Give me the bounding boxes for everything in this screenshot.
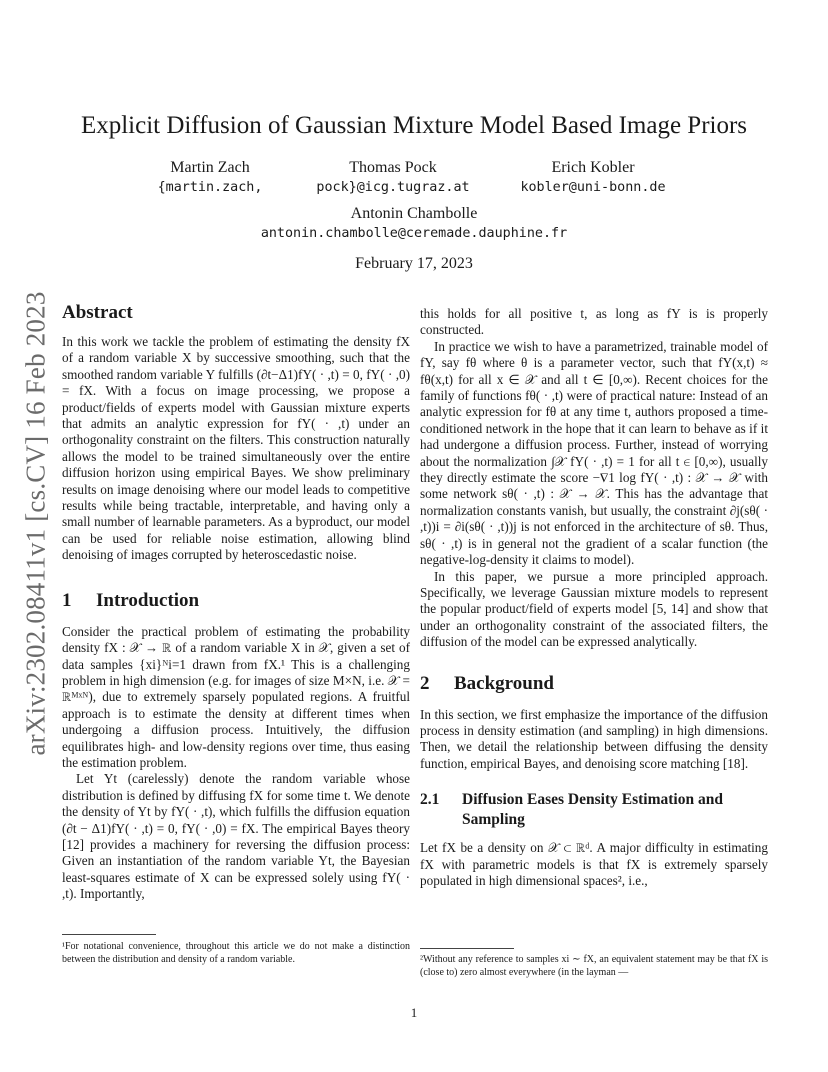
author-name: Erich Kobler [551, 159, 635, 176]
background-paragraph: In this section, we first emphasize the importance of the diffusion process in density estimation (and sampling) in high dimensions. Then, we detail the relationship between diffusing the density function, empirical Bayes, and denoising score matching [18]. [420, 706, 768, 771]
subsection-paragraph: Let fX be a density on 𝒳 ⊂ ℝᵈ. A major difficulty in estimating fX with parametric models is that fX is extremely sparsely populated in high dimensional spaces², i.e., [420, 840, 768, 888]
paper-title: Explicit Diffusion of Gaussian Mixture Model Based Image Priors [80, 112, 748, 139]
author-name: Antonin Chambolle [350, 205, 478, 222]
arxiv-identifier [18, 288, 54, 758]
author-email: pock}@icg.tugraz.at [316, 180, 470, 195]
intro-paragraph: Consider the practical problem of estimating the probability density fX : 𝒳 → ℝ of a random variable X in 𝒳, given a set of data samples {xi}ᴺi=1 drawn from fX.¹ This is a challenging problem in high dimension (e.g. for images of size M×N, i.e. 𝒳 = ℝᴹˣᴺ), due to extremely sparsely populated regions. A fruitful approach is to estimate the density at different times when undergoing a diffusion process. Intuitively, the diffusion equilibrates high- and low-density regions over time, thus easing the estimation problem. [62, 623, 410, 770]
section-heading-background [420, 673, 768, 695]
abstract-heading: Abstract [62, 302, 133, 323]
author-email: {martin.zach, [157, 180, 263, 195]
author-block-4 [214, 204, 614, 244]
author-name: Thomas Pock [349, 159, 437, 176]
arxiv-identifier-text: arXiv:2302.08411v1 [cs.CV] 16 Feb 2023 [20, 290, 51, 756]
page-number: 1 [410, 1005, 418, 1020]
author-email: antonin.chambolle@ceremade.dauphine.fr [260, 226, 568, 241]
section-number: 2 [420, 672, 430, 694]
author-name: Martin Zach [170, 159, 250, 176]
paper-date: February 17, 2023 [355, 255, 473, 272]
subsection-heading [420, 790, 768, 830]
author-block-3 [508, 158, 678, 198]
section-title: Background [454, 672, 554, 694]
footnote-2: ²Without any reference to samples xi ∼ fX, an equivalent statement may be that fX is (close to) zero almost everywhere (in the layman — [420, 954, 768, 978]
right-column [420, 306, 768, 889]
author-block-2 [298, 158, 488, 198]
body-paragraph: In this paper, we pursue a more principled approach. Specifically, we leverage Gaussian mixture models to represent the popular product/field of experts model [5, 14] and show that under an orthogonality constraint of the associated filters, the diffusion of the model can be expressed analytically. [420, 568, 768, 650]
left-column [62, 302, 410, 903]
intro-paragraph: Let Yt (carelessly) denote the random variable whose distribution is defined by diffusing fX for some time t. We denote the density of Yt by fY( · ,t), which fulfills the diffusion equation (∂t − Δ1)fY( · ,t) = 0, fY( · ,0) = fX. The empirical Bayes theory [12] provides a machinery for reversing the diffusion process: Given an instantiation of the random variable Yt, the Bayesian least-squares estimate of X can be expressed solely using fY( · ,t). Importantly, [62, 771, 410, 902]
author-block-1 [140, 158, 280, 198]
abstract-text: In this work we tackle the problem of estimating the density fX of a random variable X by successive smoothing, such that the smoothed random variable Y fulfills (∂t−Δ1)fY( · ,t) = 0, fY( · ,0) = fX. With a focus on image processing, we propose a product/fields of experts model with Gaussian mixture experts that admits an analytic expression for fY( · ,t) under an orthogonality constraint on the filters. This construction naturally allows the model to be trained simultaneously over the entire diffusion horizon using empirical Bayes. We show preliminary results on image denoising where our model leads to competitive results while being tractable, interpretable, and having only a small number of learnable parameters. As a byproduct, our model can be used for reliable noise estimation, allowing blind denoising of images corrupted by heteroscedastic noise. [62, 334, 410, 563]
subsection-number: 2.1 [420, 791, 440, 809]
footnote-rule [62, 934, 156, 935]
body-paragraph: this holds for all positive t, as long as fY is is properly constructed. [420, 306, 768, 338]
author-email: kobler@uni-bonn.de [520, 180, 666, 195]
section-title: Introduction [96, 589, 200, 611]
section-heading-introduction [62, 590, 410, 612]
footnote-1: ¹For notational convenience, throughout this article we do not make a distinction between the distribution and density of a random variable. [62, 941, 410, 965]
section-number: 1 [62, 589, 72, 611]
footnote-rule [420, 948, 514, 949]
body-paragraph: In practice we wish to have a parametrized, trainable model of fY, say fθ where θ is a parameter vector, such that fY(x,t) ≈ fθ(x,t) for all x ∈ 𝒳 and all t ∈ [0,∞). Recent choices for the family of functions fθ( · ,t) were of practical nature: Instead of an analytic expression for fθ at any time t, authors proposed a time-conditioned network in the hope that it can learn to behave as if it had undergone a diffusion process. Further, instead of worrying about the normalization ∫𝒳 fY( · ,t) = 1 for all t ∈ [0,∞), usually they directly estimate the score −∇1 log fY( · ,t) : 𝒳 → 𝒳 with some network sθ( · ,t) : 𝒳 → 𝒳. This has the advantage that normalization constants vanish, but usually, the constraint ∂j(sθ( · ,t))i = ∂i(sθ( · ,t))j is not enforced in the architecture of sθ. Thus, sθ( · ,t) is in general not the gradient of a scalar function (the negative-log-density it claims to model). [420, 338, 768, 568]
subsection-title: Diffusion Eases Density Estimation and Sampling [462, 791, 723, 829]
